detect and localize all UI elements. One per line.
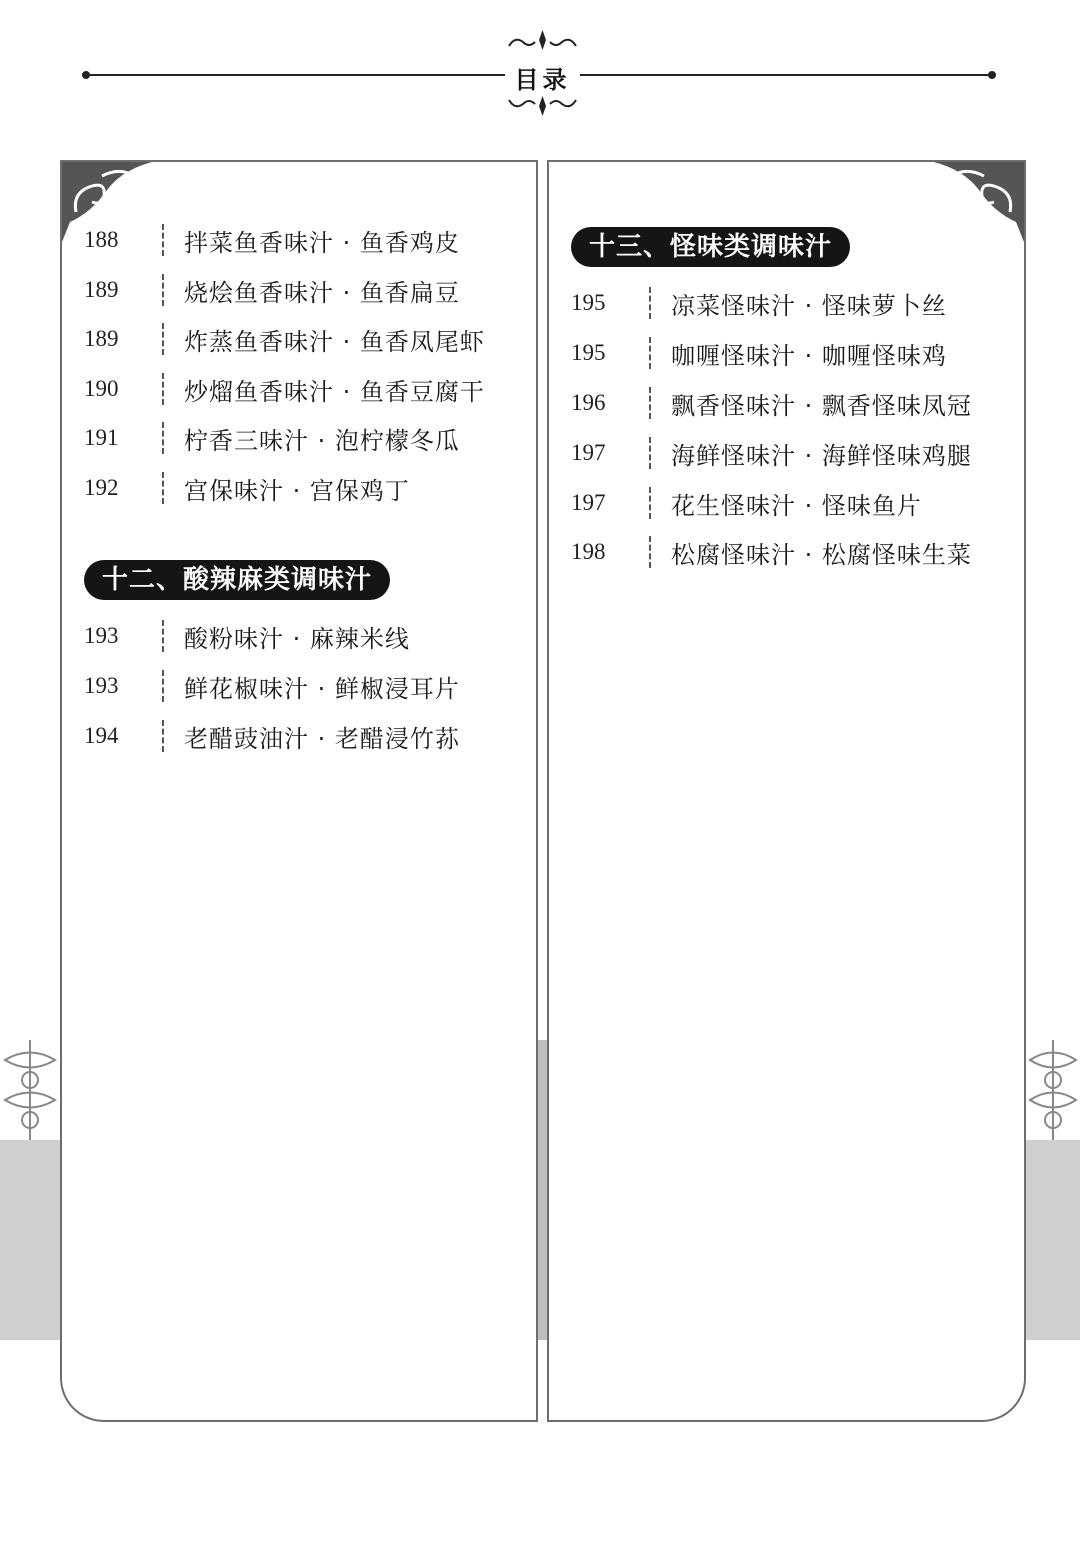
- entry-title: 柠香三味汁 · 泡柠檬冬瓜: [184, 426, 460, 455]
- entry-title: 烧烩鱼香味汁 · 鱼香扁豆: [184, 278, 460, 307]
- toc-entry[interactable]: [84, 616, 410, 656]
- entry-title: 拌菜鱼香味汁 · 鱼香鸡皮: [184, 228, 460, 257]
- toc-entry[interactable]: [84, 319, 485, 359]
- entry-separator: [649, 536, 651, 568]
- entry-title: 咖喱怪味汁 · 咖喱怪味鸡: [671, 341, 947, 370]
- page-number: 192: [84, 475, 119, 500]
- entry-separator: [162, 620, 164, 652]
- toc-entry[interactable]: [571, 532, 972, 572]
- entry-separator: [649, 287, 651, 319]
- page-number: 193: [84, 673, 119, 698]
- page-number: 195: [571, 290, 606, 315]
- entry-title: 鲜花椒味汁 · 鲜椒浸耳片: [184, 674, 460, 703]
- toc-entry[interactable]: [84, 369, 485, 409]
- page-number: 196: [571, 390, 606, 415]
- right-side-band: [1026, 1140, 1080, 1340]
- left-toc-panel: [60, 160, 538, 1422]
- left-side-band: [0, 1140, 60, 1340]
- entry-separator: [649, 437, 651, 469]
- toc-entry[interactable]: [571, 333, 947, 373]
- entry-separator: [162, 422, 164, 454]
- entry-title: 松腐怪味汁 · 松腐怪味生菜: [671, 540, 972, 569]
- right-floral-pattern: [1026, 1040, 1080, 1140]
- entry-title: 酸粉味汁 · 麻辣米线: [184, 624, 410, 653]
- entry-separator: [162, 224, 164, 256]
- toc-entry[interactable]: [571, 383, 972, 423]
- right-toc-panel: [547, 160, 1026, 1422]
- entry-title: 飘香怪味汁 · 飘香怪味凤冠: [671, 391, 972, 420]
- page-number: 195: [571, 340, 606, 365]
- section-heading: 十三、怪味类调味汁: [571, 227, 850, 267]
- toc-entry[interactable]: [84, 666, 460, 706]
- toc-entry[interactable]: [571, 283, 947, 323]
- page-number: 197: [571, 440, 606, 465]
- page-number: 190: [84, 376, 119, 401]
- entry-title: 凉菜怪味汁 · 怪味萝卜丝: [671, 291, 947, 320]
- page-number: 197: [571, 490, 606, 515]
- entry-separator: [162, 274, 164, 306]
- top-scroll-ornament-icon: [505, 28, 580, 56]
- page-number: 193: [84, 623, 119, 648]
- page-number: 189: [84, 277, 119, 302]
- entry-title: 炸蒸鱼香味汁 · 鱼香凤尾虾: [184, 327, 485, 356]
- entry-separator: [162, 323, 164, 355]
- toc-entry[interactable]: [84, 468, 410, 508]
- center-gutter-band: [538, 1040, 547, 1340]
- toc-entry[interactable]: [571, 483, 922, 523]
- toc-entry[interactable]: [84, 270, 460, 310]
- page-number: 194: [84, 723, 119, 748]
- toc-entry[interactable]: [84, 418, 460, 458]
- entry-separator: [162, 720, 164, 752]
- right-corner-ornament-icon: [934, 162, 1024, 242]
- entry-separator: [162, 670, 164, 702]
- bottom-scroll-ornament-icon: [505, 90, 580, 118]
- entry-separator: [649, 487, 651, 519]
- left-floral-pattern: [0, 1040, 60, 1140]
- entry-title: 海鲜怪味汁 · 海鲜怪味鸡腿: [671, 441, 972, 470]
- section-heading: 十二、酸辣麻类调味汁: [84, 560, 390, 600]
- toc-entry[interactable]: [571, 433, 972, 473]
- toc-entry[interactable]: [84, 220, 460, 260]
- toc-entry[interactable]: [84, 716, 460, 756]
- page-title: 目录: [514, 66, 571, 94]
- header-rule-left: [85, 74, 505, 76]
- header-rule-dot-right: [988, 71, 996, 79]
- entry-title: 老醋豉油汁 · 老醋浸竹荪: [184, 724, 460, 753]
- entry-separator: [162, 373, 164, 405]
- page-number: 191: [84, 425, 119, 450]
- entry-title: 宫保味汁 · 宫保鸡丁: [184, 476, 410, 505]
- page-number: 188: [84, 227, 119, 252]
- entry-title: 炒熘鱼香味汁 · 鱼香豆腐干: [184, 377, 485, 406]
- page-number: 198: [571, 539, 606, 564]
- entry-separator: [649, 337, 651, 369]
- entry-separator: [162, 472, 164, 504]
- entry-separator: [649, 387, 651, 419]
- page-number: 189: [84, 326, 119, 351]
- entry-title: 花生怪味汁 · 怪味鱼片: [671, 491, 922, 520]
- header-rule-right: [580, 74, 992, 76]
